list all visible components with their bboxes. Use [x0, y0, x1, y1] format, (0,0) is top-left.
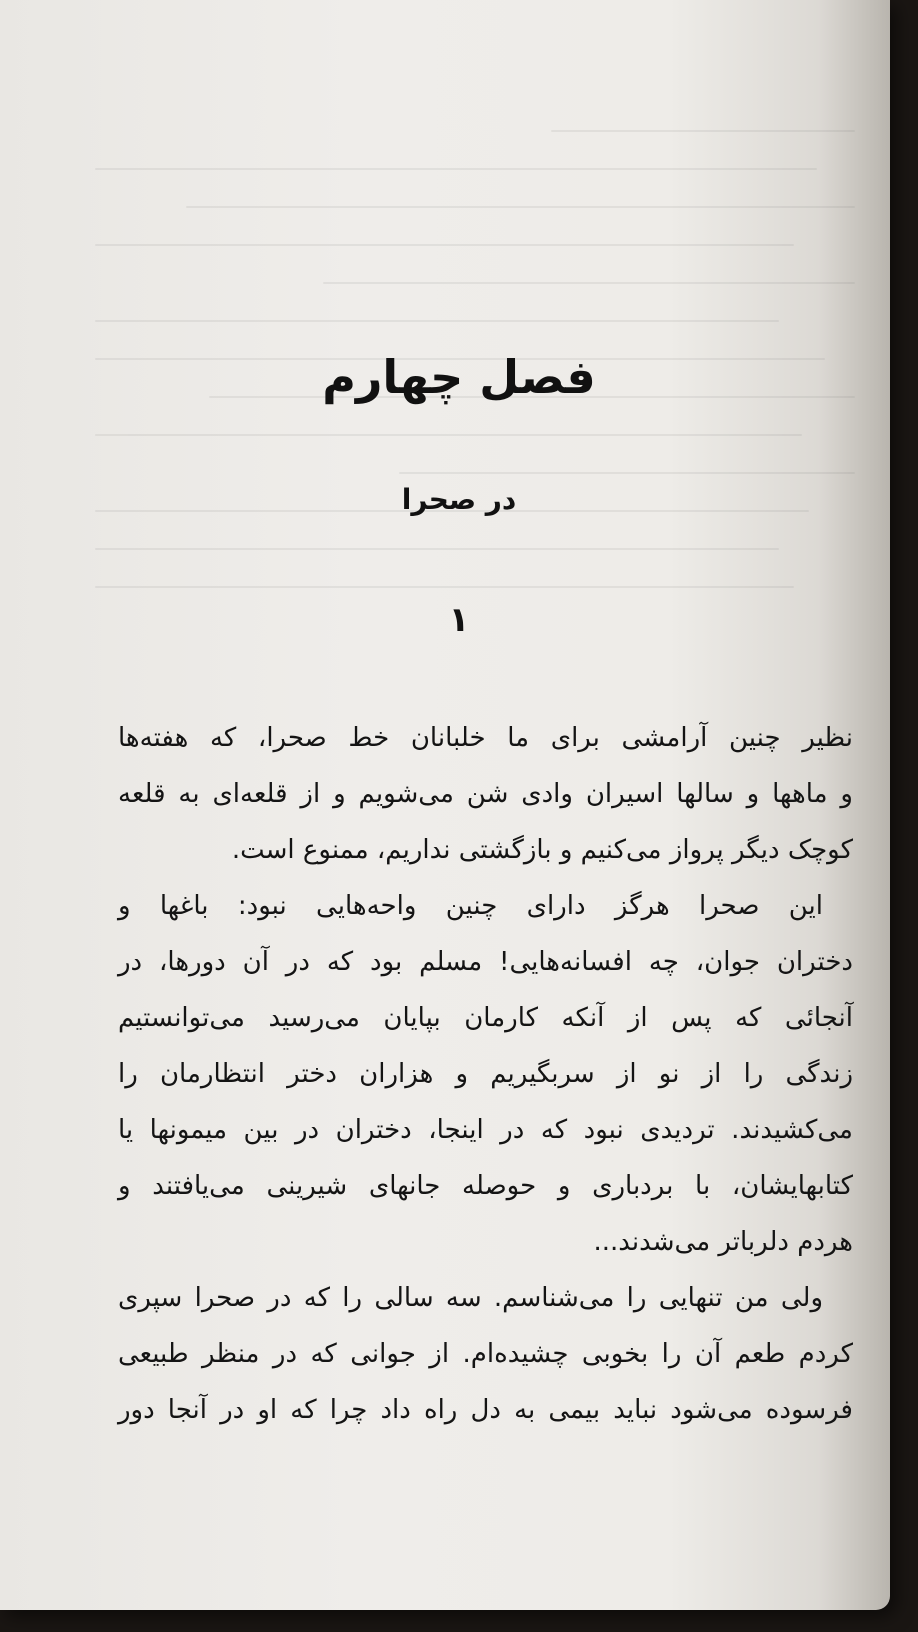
body-text: [118, 710, 853, 1438]
text-line: فرسوده می‌شود نباید بیمی به دل راه داد چرا که او در آنجا دور: [118, 1395, 853, 1425]
text-line: ولی من تنهایی را می‌شناسم. سه سالی را که در صحرا سپری: [118, 1283, 823, 1313]
text-line: کتابهایشان، با بردباری و حوصله جانهای شیرینی می‌یافتند و: [118, 1171, 853, 1201]
text-line: آنجائی که پس از آنکه کارمان بپایان می‌رسید می‌توانستیم: [118, 1003, 853, 1033]
text-line: این صحرا هرگز دارای چنین واحه‌هایی نبود: باغها و: [118, 891, 823, 921]
text-line: می‌کشیدند. تردیدی نبود که در اینجا، دختران در بین میمونها یا: [118, 1115, 853, 1145]
text-line: دختران جوان، چه افسانه‌هایی! مسلم بود که در آن دورها، در: [118, 947, 853, 977]
chapter-subtitle: در صحرا: [401, 483, 517, 516]
text-line: زندگی را از نو از سربگیریم و هزاران دختر انتظارمان را: [118, 1059, 853, 1089]
text-line: و ماهها و سالها اسیران وادی شن می‌شویم و از قلعه‌ای به قلعه: [118, 779, 853, 809]
section-number: ۱: [448, 600, 470, 640]
text-line: نظیر چنین آرامشی برای ما خلبانان خط صحرا، که هفته‌ها: [118, 723, 853, 753]
chapter-title: فصل چهارم: [322, 350, 596, 404]
text-line: کردم طعم آن را بخوبی چشیده‌ام. از جوانی که در منظر طبیعی: [118, 1339, 853, 1369]
text-line: هردم دلرباتر می‌شدند...: [593, 1227, 853, 1257]
text-line: کوچک دیگر پرواز می‌کنیم و بازگشتی نداریم، ممنوع است.: [231, 835, 853, 865]
